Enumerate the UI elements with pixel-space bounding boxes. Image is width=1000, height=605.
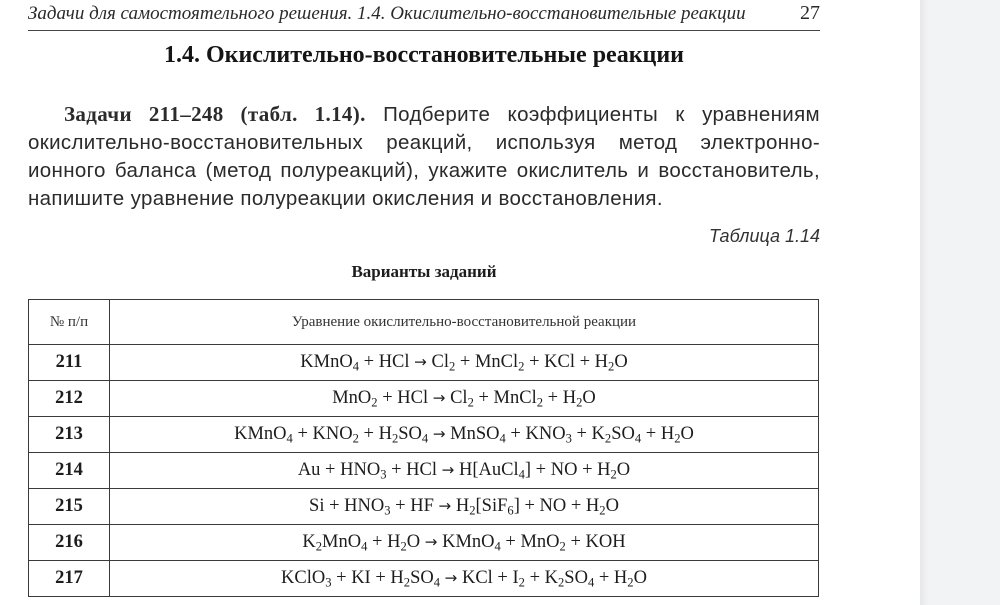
section-title: 1.4. Окислительно-восстановительные реакции [163, 42, 685, 68]
reaction-arrow-icon: → [424, 533, 438, 551]
page-number: 27 [800, 2, 820, 24]
table-caption: Таблица 1.14 [708, 226, 820, 246]
reaction-equation: $Au + HNO_3$ + HCl → H[AuCl$_4$] + NO + $H_2O$ [110, 453, 819, 489]
reaction-arrow-icon: → [444, 569, 458, 587]
table-header-row [29, 300, 819, 345]
task-instructions: Подберите коэффициенты к уравнениям окислительно-восстановительных реакций, используя метод электронно-ионного баланса (метод полуреакций), укажите окислитель и восстановитель, напишите уравнение полуреакции окисления и восстановления. [28, 103, 820, 210]
reaction-arrow-icon: → [432, 425, 446, 443]
reaction-equation: $Si + HNO_3$ + HF → $H_2[SiF_6]$ + NO + $H_2O$ [110, 489, 819, 525]
column-header-number: № п/п [29, 300, 110, 345]
table-row [29, 417, 819, 453]
reaction-equation: KClO$_3$ + KI + $H_2SO_4$ → KCl + $I_2 + K_2SO_4 + H_2O$ [110, 561, 819, 597]
task-range-lead: Задачи 211–248 (табл. 1.14). [64, 102, 366, 126]
reaction-arrow-icon: → [414, 353, 427, 371]
reaction-arrow-icon: → [432, 389, 446, 407]
table-row [29, 345, 819, 381]
table-row [29, 381, 819, 417]
viewer-side-panel [920, 0, 1000, 605]
running-title: Задачи для самостоятельного решения. 1.4. Окислительно-восстановительные реакции [28, 3, 746, 24]
tasks-table-body [29, 345, 819, 597]
task-number: 215 [29, 489, 110, 525]
reaction-equation: KMnO$_4$ + HCl → $Cl_2$ + MnCl$_2$ + KCl + $H_2O$ [110, 345, 819, 381]
task-number: 214 [29, 453, 110, 489]
task-description [28, 100, 820, 213]
header-rule [28, 30, 820, 31]
reaction-arrow-icon: → [438, 497, 452, 515]
table-row [29, 525, 819, 561]
table-row [29, 489, 819, 525]
column-header-equation: Уравнение окислительно-восстановительной реакции [110, 300, 819, 345]
table-title: Варианты заданий [351, 262, 497, 281]
task-number: 216 [29, 525, 110, 561]
table-row [29, 453, 819, 489]
reaction-equation: KMnO$_4$ + $KNO_2 + H_2SO_4$ → MnSO$_4$ + $KNO_3 + K_2SO_4 + H_2O$ [110, 417, 819, 453]
reaction-arrow-icon: → [441, 461, 455, 479]
task-number: 217 [29, 561, 110, 597]
tasks-table [28, 299, 819, 597]
reaction-equation: MnO$_2$ + HCl → $Cl_2$ + MnCl$_2$ + $H_2O$ [110, 381, 819, 417]
task-number: 211 [29, 345, 110, 381]
task-number: 213 [29, 417, 110, 453]
running-header [28, 3, 820, 25]
reaction-equation: $K_2MnO_4 + H_2O$ → KMnO$_4$ + MnO$_2$ + KOH [110, 525, 819, 561]
task-number: 212 [29, 381, 110, 417]
table-row [29, 561, 819, 597]
